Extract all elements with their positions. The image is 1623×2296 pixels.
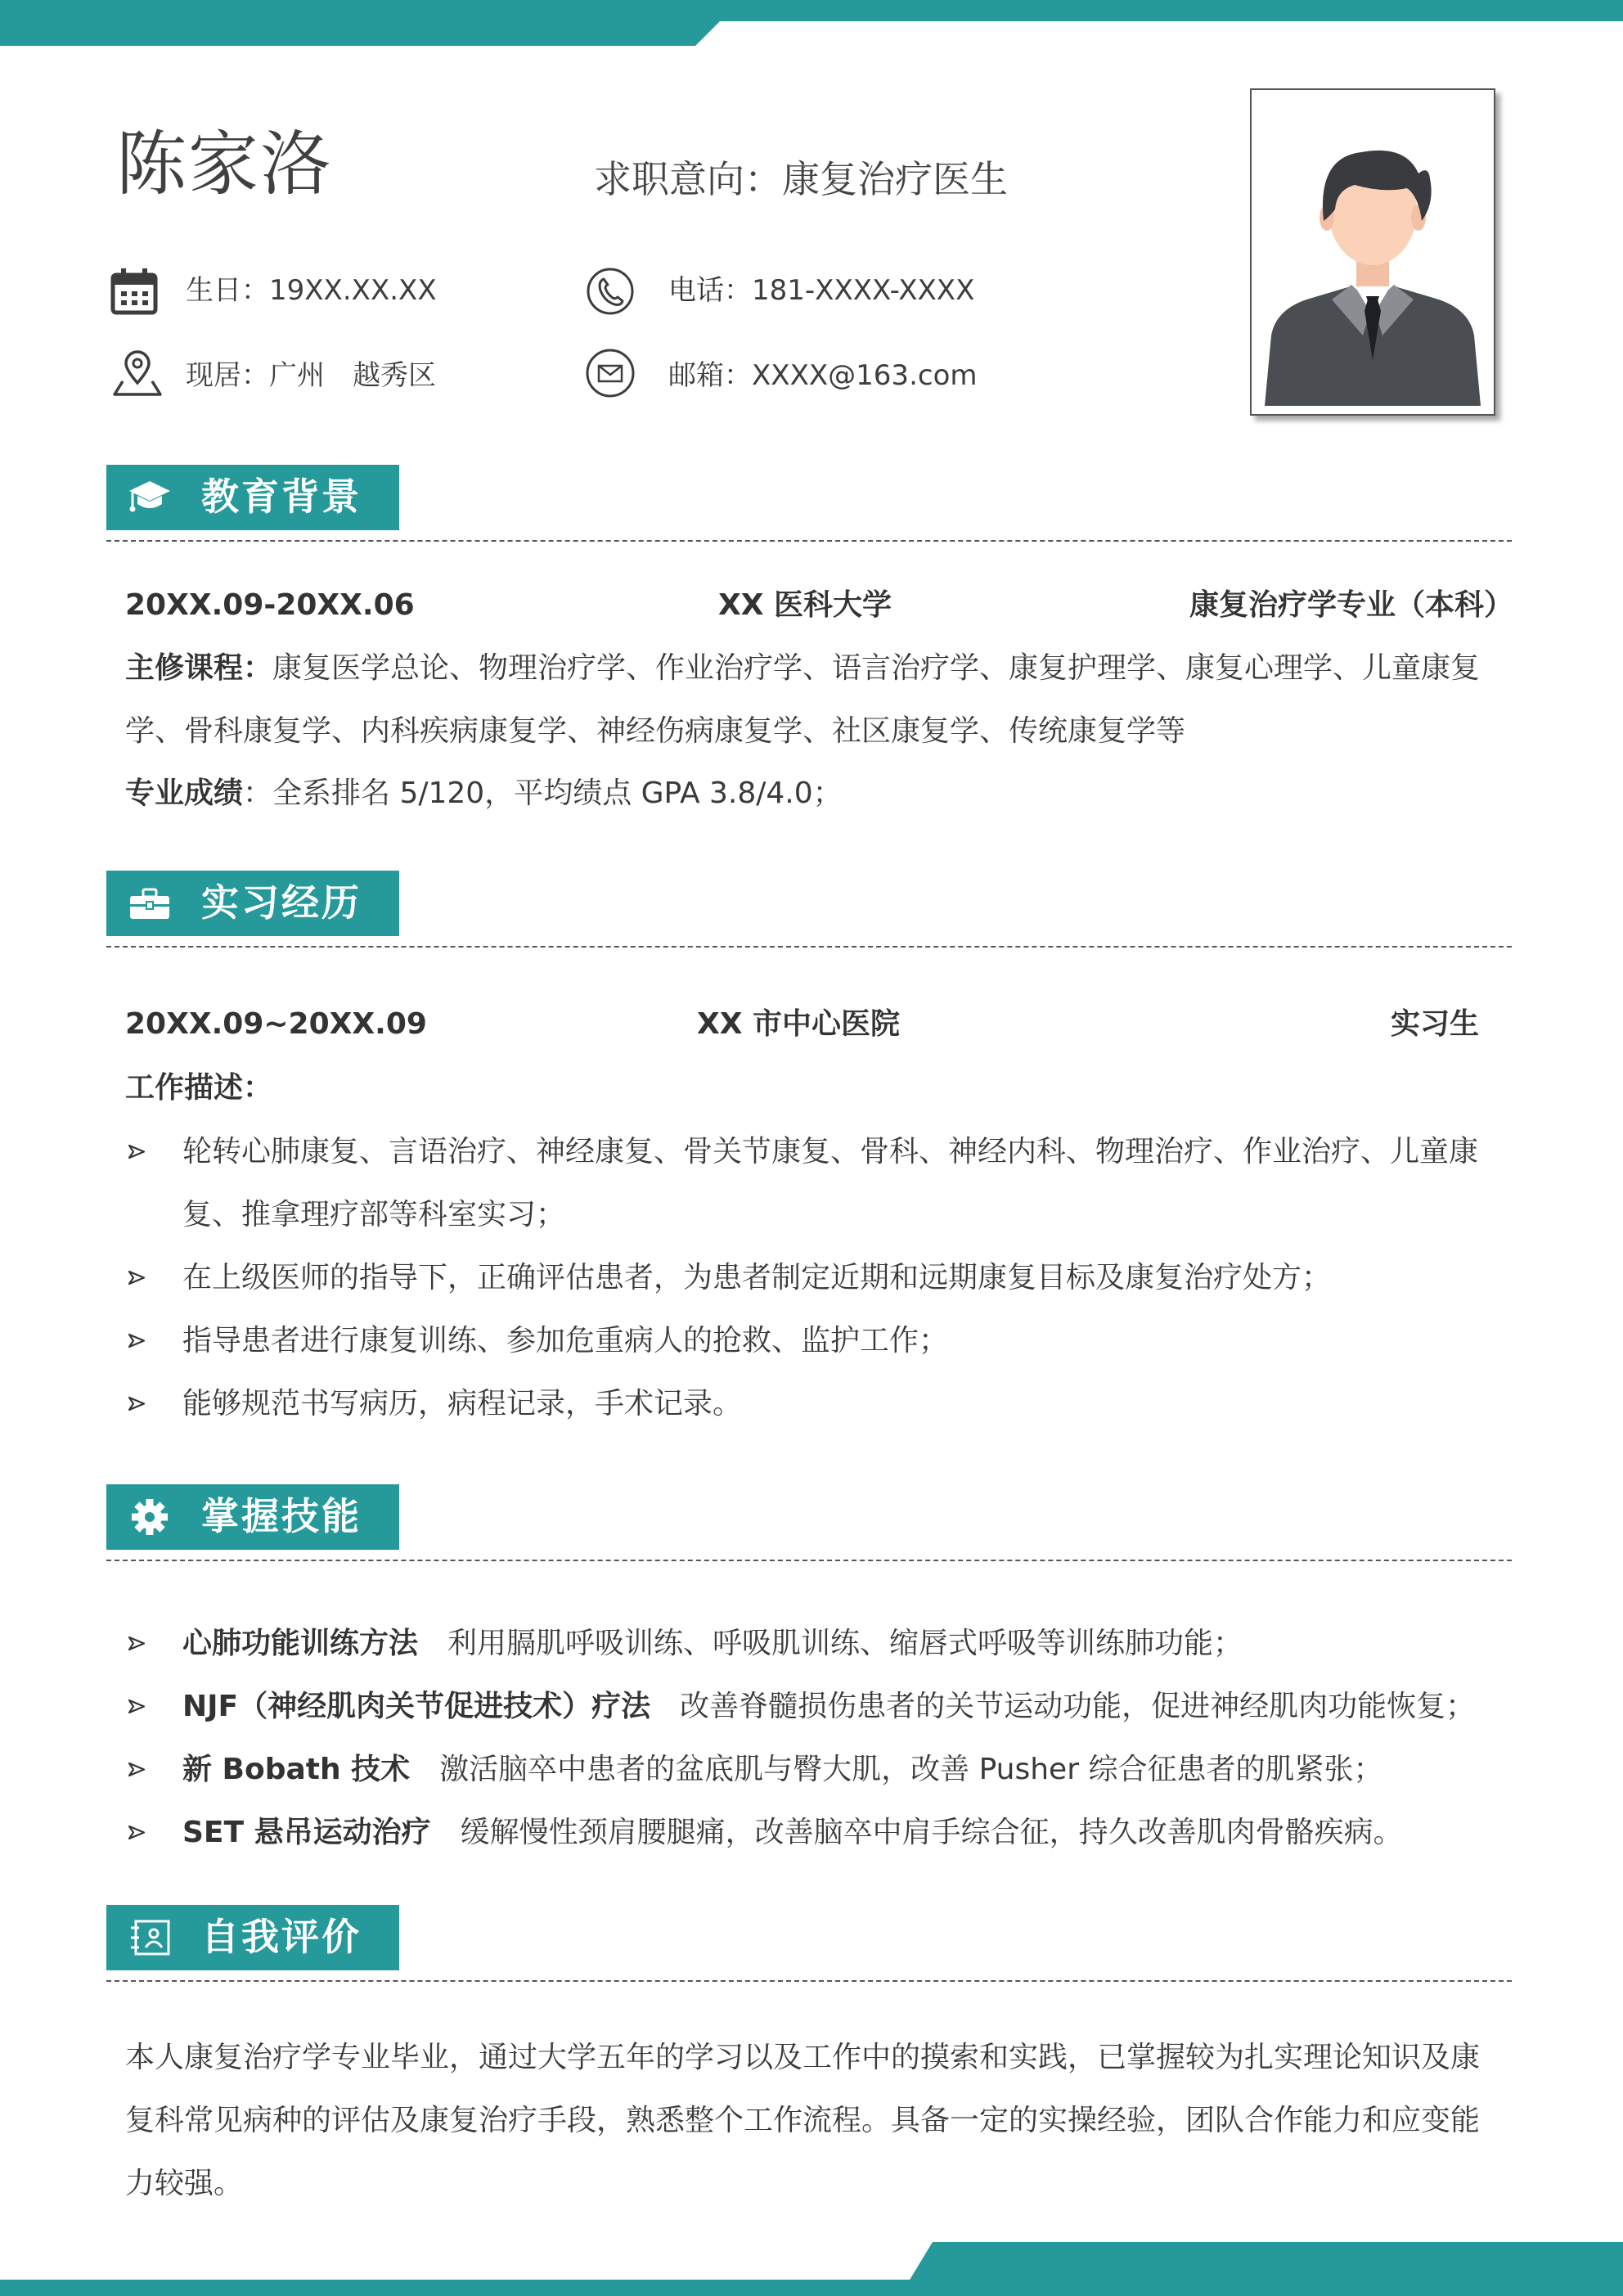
phone-icon <box>584 265 636 317</box>
phone-label: 电话 <box>668 274 724 307</box>
calendar-icon <box>108 265 160 317</box>
self-evaluation-text: 本人康复治疗学专业毕业，通过大学五年的学习以及工作中的摸索和实践，已掌握较为扎实理论知识及康复科常见病种的评估及康复治疗手段，熟悉整个工作流程。具备一定的实操经验，团队合作能力和应变能力较强。 <box>125 2041 1481 2200</box>
skill-name: 心肺功能训练方法 <box>182 1627 419 1660</box>
skills-list <box>125 1612 1508 1864</box>
bottom-accent-band <box>0 2242 1623 2296</box>
arrow-bullet-icon <box>125 1738 150 1801</box>
section-header-internship <box>106 871 399 936</box>
work-description-label: 工作描述： <box>125 1071 273 1105</box>
arrow-bullet-icon <box>125 1120 150 1183</box>
internship-role: 实习生 <box>1391 1007 1480 1041</box>
section-header-skills <box>106 1484 399 1550</box>
skill-desc: 激活脑卒中患者的盆底肌与臀大肌，改善 Pusher 综合征患者的肌紧张； <box>439 1753 1383 1786</box>
list-item <box>125 1372 1508 1435</box>
section-title-internship: 实习经历 <box>201 880 362 925</box>
skill-item <box>125 1801 1508 1864</box>
skill-desc: 缓解慢性颈肩腰腿痛，改善脑卒中肩手综合征，持久改善肌肉骨骼疾病。 <box>460 1816 1403 1849</box>
courses-label: 主修课程： <box>125 651 273 685</box>
list-item-text: 在上级医师的指导下，正确评估患者，为患者制定近期和远期康复目标及康复治疗处方； <box>182 1261 1332 1294</box>
section-title-self-evaluation: 自我评价 <box>201 1915 362 1959</box>
skill-item <box>125 1612 1508 1675</box>
graduation-cap-icon <box>128 478 172 517</box>
list-item-text: 指导患者进行康复训练、参加危重病人的抢救、监护工作； <box>182 1324 949 1357</box>
list-item-text: 能够规范书写病历，病程记录，手术记录。 <box>182 1387 743 1420</box>
education-period: 20XX.09-20XX.06 <box>125 588 415 622</box>
profile-card-icon <box>128 1918 172 1957</box>
list-item <box>125 1246 1508 1309</box>
education-school: XX 医科大学 <box>718 588 892 622</box>
internship-hospital: XX 市中心医院 <box>697 1007 901 1041</box>
skill-name: NJF（神经肌肉关节促进技术）疗法 <box>182 1690 651 1723</box>
skill-name: SET 悬吊运动治疗 <box>182 1816 431 1849</box>
skill-item <box>125 1675 1508 1738</box>
list-item <box>125 1120 1508 1246</box>
divider-self-evaluation <box>106 1980 1512 1982</box>
gear-icon <box>128 1497 172 1537</box>
section-header-education <box>106 465 399 530</box>
divider-skills <box>106 1560 1512 1561</box>
section-header-self-evaluation <box>106 1905 399 1970</box>
skill-desc: 改善脊髓损伤患者的关节运动功能，促进神经肌肉功能恢复； <box>680 1690 1476 1723</box>
skill-name: 新 Bobath 技术 <box>182 1753 411 1786</box>
education-courses <box>125 637 1499 763</box>
skill-item <box>125 1738 1508 1801</box>
internship-period: 20XX.09~20XX.09 <box>125 1007 427 1041</box>
arrow-bullet-icon <box>125 1675 150 1738</box>
residence: 现居：广州 越秀区 <box>186 359 436 392</box>
email: 邮箱：XXXX@163.com <box>668 359 978 392</box>
arrow-bullet-icon <box>125 1246 150 1309</box>
divider-internship <box>106 946 1512 948</box>
skill-desc: 利用膈肌呼吸训练、呼吸肌训练、缩唇式呼吸等训练肺功能； <box>447 1627 1243 1660</box>
location-icon <box>111 350 164 403</box>
section-title-education: 教育背景 <box>201 475 362 519</box>
phone-value: ：181-XXXX-XXXX <box>724 274 975 307</box>
briefcase-icon <box>128 884 172 923</box>
job-objective: 求职意向：康复治疗医生 <box>594 157 1008 201</box>
mail-icon <box>584 347 636 399</box>
score-label: 专业成绩 <box>125 777 244 810</box>
top-accent-band <box>0 0 1623 46</box>
arrow-bullet-icon <box>125 1372 150 1435</box>
list-item-text: 轮转心肺康复、言语治疗、神经康复、骨关节康复、骨科、神经内科、物理治疗、作业治疗、儿童康复、推拿理疗部等科室实习； <box>182 1135 1479 1231</box>
education-major: 康复治疗学专业（本科） <box>1189 588 1514 622</box>
birthday: 生日：19XX.XX.XX <box>186 274 437 307</box>
profile-photo <box>1250 88 1495 416</box>
arrow-bullet-icon <box>125 1309 150 1372</box>
divider-education <box>106 540 1512 542</box>
avatar-illustration <box>1252 90 1494 414</box>
candidate-name: 陈家洛 <box>116 124 332 205</box>
phone <box>668 274 975 307</box>
score-text: ：全系排名 5/120，平均绩点 GPA 3.8/4.0； <box>243 777 843 810</box>
arrow-bullet-icon <box>125 1612 150 1675</box>
courses-text: 康复医学总论、物理治疗学、作业治疗学、语言治疗学、康复护理学、康复心理学、儿童康复学、骨科康复学、内科疾病康复学、神经伤病康复学、社区康复学、传统康复学等 <box>125 651 1481 748</box>
arrow-bullet-icon <box>125 1801 150 1864</box>
section-title-skills: 掌握技能 <box>201 1494 362 1538</box>
education-score <box>125 762 1499 825</box>
internship-duties <box>125 1120 1508 1435</box>
list-item <box>125 1309 1508 1372</box>
